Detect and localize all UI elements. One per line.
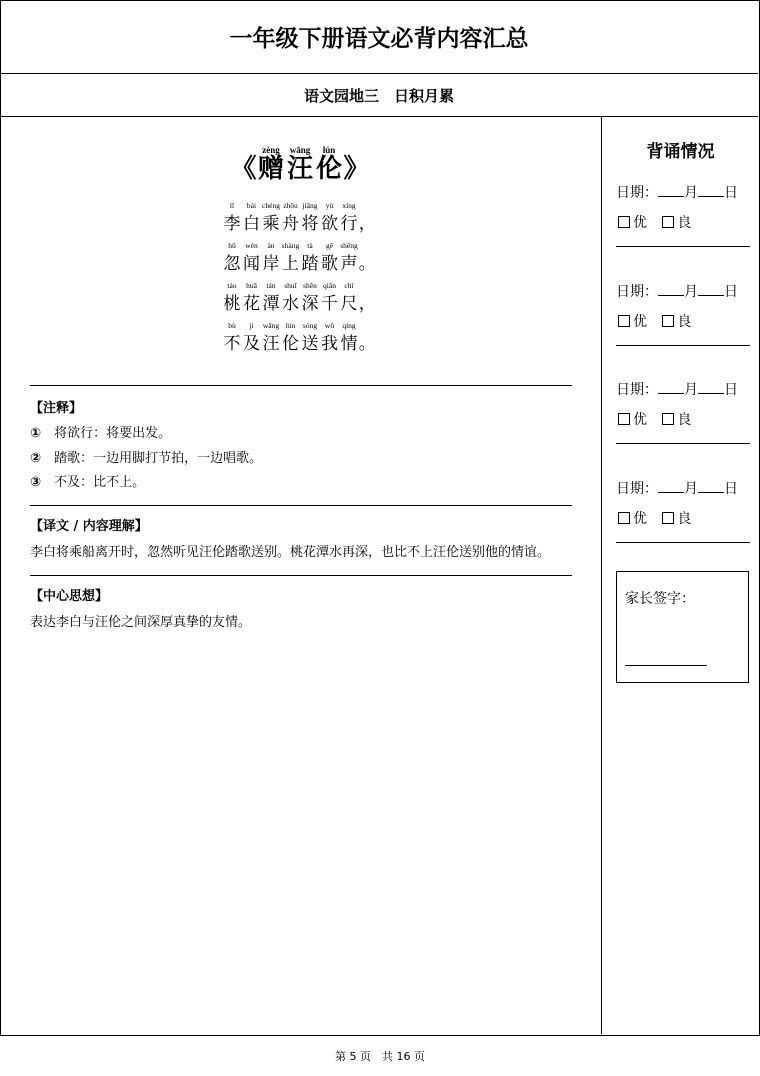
pinyin: qiān [323, 281, 336, 290]
poem-char [339, 241, 359, 277]
good-checkbox[interactable] [662, 315, 674, 327]
month-label: 月 [684, 185, 698, 201]
pinyin: shēng [340, 241, 358, 250]
day-label: 日 [724, 382, 738, 398]
hanzi: 踏 [301, 254, 319, 274]
poem-char [300, 321, 320, 357]
title-close-bracket: 》 [343, 154, 370, 184]
rating-line [616, 509, 750, 529]
divider [616, 246, 750, 247]
pinyin: bái [246, 201, 257, 210]
hanzi: 闻 [243, 254, 260, 274]
pinyin: bù [228, 321, 236, 330]
document-title: 一年级下册语文必背内容汇总 [0, 0, 758, 74]
day-label: 日 [724, 284, 738, 300]
hanzi: 千 [321, 294, 338, 314]
hanzi: 李 [223, 214, 241, 234]
excellent-label: 优 [633, 511, 647, 527]
pinyin: wǒ [324, 321, 335, 330]
date-line [616, 281, 750, 301]
month-blank[interactable] [658, 379, 684, 394]
pinyin: wāng [289, 145, 311, 155]
poem-line [0, 241, 600, 277]
hanzi: 上 [282, 254, 299, 274]
month-blank[interactable] [658, 478, 684, 493]
day-label: 日 [724, 185, 738, 201]
divider [616, 345, 750, 346]
day-blank[interactable] [698, 281, 724, 296]
section-subtitle: 语文园地三 日积月累 [0, 74, 758, 117]
recitation-record [616, 478, 750, 543]
day-blank[interactable] [698, 182, 724, 197]
recitation-sidebar [601, 117, 759, 1034]
note-text: 不及：比不上。 [54, 475, 146, 490]
punctuation: 。 [358, 254, 376, 274]
note-item [30, 422, 171, 441]
hanzi: 忽 [223, 254, 241, 274]
poem-char [222, 321, 242, 357]
divider [30, 505, 572, 506]
pinyin: táo [227, 281, 237, 290]
pinyin: chǐ [344, 281, 354, 290]
main-content [0, 117, 600, 1034]
poem-char [261, 201, 281, 237]
poem-char [320, 281, 340, 317]
excellent-label: 优 [633, 215, 647, 231]
hanzi: 舟 [282, 214, 299, 234]
note-text: 踏歌：一边用脚打节拍，一边唱歌。 [54, 451, 263, 466]
poem-char [320, 201, 340, 237]
hanzi: 赠 [257, 154, 284, 184]
poem-line [0, 321, 600, 357]
poem-char [281, 201, 301, 237]
hanzi: 水 [282, 294, 299, 314]
pinyin: xíng [342, 201, 356, 210]
hanzi: 深 [301, 294, 319, 314]
pinyin: jiāng [302, 201, 318, 210]
signature-line[interactable] [625, 665, 707, 666]
date-label: 日期： [616, 185, 658, 201]
day-blank[interactable] [698, 478, 724, 493]
poem-char [320, 321, 340, 357]
day-label: 日 [724, 481, 738, 497]
poem-char [242, 281, 262, 317]
poem-char [281, 281, 301, 317]
poem-char [261, 321, 281, 357]
date-label: 日期： [616, 284, 658, 300]
hanzi: 桃 [223, 294, 241, 314]
poem-line [0, 281, 600, 317]
hanzi: 歌 [321, 254, 338, 274]
good-label: 良 [677, 215, 692, 231]
sidebar-title: 背诵情况 [646, 142, 715, 162]
title-open-bracket: 《 [230, 154, 257, 184]
poem-line [0, 201, 600, 237]
hanzi: 及 [243, 334, 260, 354]
pinyin: tán [266, 281, 276, 290]
date-line [616, 478, 750, 498]
poem-body [0, 201, 600, 361]
hanzi: 声 [340, 254, 358, 274]
hanzi: 尺 [340, 294, 358, 314]
punctuation: ， [358, 294, 376, 314]
excellent-checkbox[interactable] [618, 512, 630, 524]
pinyin: shuǐ [284, 281, 297, 290]
poem-title [0, 145, 600, 183]
pinyin: wāng [262, 321, 280, 330]
note-item [30, 471, 145, 490]
hanzi: 行 [340, 214, 358, 234]
month-blank[interactable] [658, 182, 684, 197]
note-number: ① [30, 426, 42, 441]
title-char [257, 145, 286, 183]
hanzi: 不 [223, 334, 241, 354]
day-blank[interactable] [698, 379, 724, 394]
month-label: 月 [684, 382, 698, 398]
pinyin: wén [245, 241, 258, 250]
hanzi: 花 [243, 294, 260, 314]
excellent-checkbox[interactable] [618, 216, 630, 228]
month-blank[interactable] [658, 281, 684, 296]
poem-char [339, 321, 359, 357]
good-label: 良 [677, 412, 692, 428]
note-item [30, 447, 262, 466]
translation-heading: 【译文 / 内容理解】 [30, 519, 148, 534]
divider [30, 575, 572, 576]
pinyin: lún [285, 321, 296, 330]
parent-signature-label: 家长签字： [625, 591, 695, 607]
pinyin: yù [325, 201, 334, 210]
poem-char [300, 281, 320, 317]
good-checkbox[interactable] [662, 413, 674, 425]
recitation-record [616, 182, 750, 247]
divider [616, 443, 750, 444]
note-number: ③ [30, 475, 42, 490]
central-idea-heading: 【中心思想】 [30, 589, 109, 604]
date-label: 日期： [616, 481, 658, 497]
parent-signature-box [616, 571, 749, 683]
pinyin: sòng [302, 321, 318, 330]
excellent-checkbox[interactable] [618, 413, 630, 425]
poem-char [242, 241, 262, 277]
date-label: 日期： [616, 382, 658, 398]
date-line [616, 182, 750, 202]
month-label: 月 [684, 284, 698, 300]
recitation-record [616, 379, 750, 444]
good-label: 良 [677, 511, 692, 527]
note-text: 将欲行：将要出发。 [54, 426, 172, 441]
hanzi: 我 [321, 334, 338, 354]
recitation-record [616, 281, 750, 346]
hanzi: 送 [301, 334, 319, 354]
poem-char [339, 281, 359, 317]
hanzi: 白 [243, 214, 260, 234]
poem-char [242, 321, 262, 357]
poem-char [222, 201, 242, 237]
poem-char [281, 241, 301, 277]
hanzi: 伦 [315, 154, 342, 184]
excellent-label: 优 [633, 412, 647, 428]
poem-char [222, 241, 242, 277]
month-label: 月 [684, 481, 698, 497]
poem-char [242, 201, 262, 237]
note-number: ② [30, 451, 42, 466]
pinyin: huā [246, 281, 257, 290]
pinyin: zèng [262, 145, 280, 155]
good-label: 良 [677, 314, 692, 330]
pinyin: shàng [281, 241, 300, 250]
hanzi: 伦 [282, 334, 299, 354]
pinyin: hū [228, 241, 236, 250]
hanzi: 乘 [262, 214, 280, 234]
pinyin: jí [249, 321, 254, 330]
divider [30, 385, 572, 386]
poem-char [281, 321, 301, 357]
title-char [286, 145, 315, 183]
title-char [315, 145, 344, 183]
good-checkbox[interactable] [662, 216, 674, 228]
good-checkbox[interactable] [662, 512, 674, 524]
hanzi: 将 [301, 214, 319, 234]
hanzi: 潭 [262, 294, 280, 314]
excellent-label: 优 [633, 314, 647, 330]
divider [616, 542, 750, 543]
pinyin: gē [325, 241, 334, 250]
central-idea-text: 表达李白与汪伦之间深厚真挚的友情。 [30, 615, 252, 630]
punctuation: 。 [358, 334, 376, 354]
rating-line [616, 410, 750, 430]
page-number: 第 5 页 共 16 页 [335, 1050, 425, 1063]
poem-char [300, 201, 320, 237]
poem-char [261, 241, 281, 277]
poem-char [320, 241, 340, 277]
excellent-checkbox[interactable] [618, 315, 630, 327]
punctuation: ， [358, 214, 376, 234]
pinyin: chéng [262, 201, 280, 210]
pinyin: zhōu [283, 201, 298, 210]
poem-char [339, 201, 359, 237]
notes-heading: 【注释】 [30, 401, 83, 416]
pinyin: tà [307, 241, 313, 250]
pinyin: lún [322, 145, 336, 155]
hanzi: 岸 [262, 254, 280, 274]
hanzi: 汪 [286, 154, 313, 184]
translation-text: 李白将乘船离开时，忽然听见汪伦踏歌送别。桃花潭水再深，也比不上汪伦送别他的情谊。 [30, 545, 551, 560]
hanzi: 欲 [321, 214, 338, 234]
pinyin: qíng [342, 321, 356, 330]
poem-char [222, 281, 242, 317]
poem-char [261, 281, 281, 317]
poem-char [300, 241, 320, 277]
rating-line [616, 213, 750, 233]
hanzi: 汪 [262, 334, 280, 354]
date-line [616, 379, 750, 399]
rating-line [616, 312, 750, 332]
hanzi: 情 [340, 334, 358, 354]
pinyin: lǐ [229, 201, 235, 210]
pinyin: àn [267, 241, 275, 250]
pinyin: shēn [303, 281, 317, 290]
